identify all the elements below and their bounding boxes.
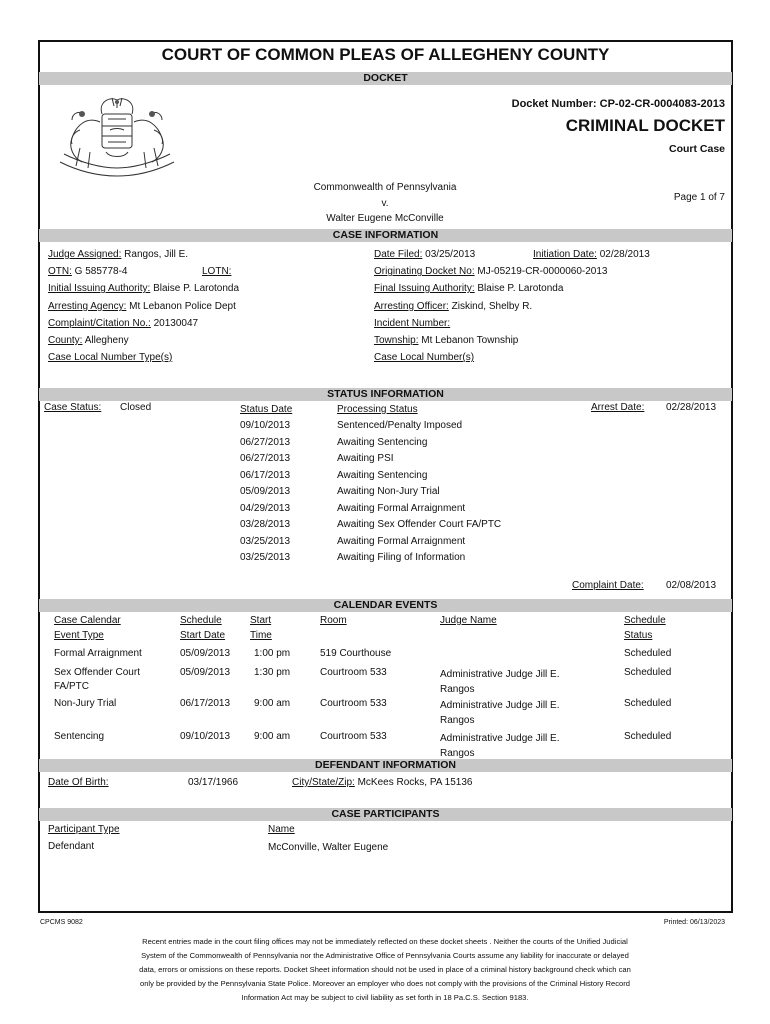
processing-status: Awaiting PSI (337, 453, 394, 464)
calendar-event-type: Non-Jury Trial (54, 698, 117, 709)
processing-status: Awaiting Formal Arraignment (337, 502, 466, 514)
participant-type: Defendant (48, 841, 95, 852)
calendar-header-status-2: Status (624, 630, 653, 641)
originating-docket-no: Originating Docket No: MJ-05219-CR-0000060-2013 (374, 266, 608, 277)
case-information-band: CASE INFORMATION (39, 229, 732, 242)
status-date: 06/27/2013 (240, 453, 291, 464)
calendar-header-event-type-1: Case Calendar (54, 615, 121, 626)
initial-issuing-authority: Initial Issuing Authority: Blaise P. Larotonda (48, 283, 240, 294)
processing-status: Awaiting Sex Offender Court FA/PTC (337, 519, 502, 530)
calendar-header-start-1: Start (250, 615, 272, 626)
processing-status: Awaiting Filing of Information (337, 552, 466, 563)
lotn-label: LOTN: (202, 266, 232, 277)
status-date: 06/27/2013 (240, 436, 291, 448)
participant-name-header: Name (268, 824, 295, 835)
case-local-numbers: Case Local Number(s) (374, 352, 475, 363)
calendar-start-time: 9:00 am (254, 698, 291, 709)
calendar-header-schedule-2: Start Date (180, 630, 226, 641)
calendar-start-time: 1:00 pm (254, 648, 291, 659)
status-information-band: STATUS INFORMATION (39, 388, 732, 401)
calendar-judge-name: Rangos (440, 684, 475, 695)
status-date: 03/28/2013 (240, 519, 291, 530)
calendar-start-date: 05/09/2013 (180, 667, 231, 678)
arresting-officer: Arresting Officer: Ziskind, Shelby R. (374, 301, 533, 312)
final-issuing-authority: Final Issuing Authority: Blaise P. Larotonda (374, 283, 564, 294)
calendar-judge-name: Administrative Judge Jill E. (440, 700, 560, 711)
participant-type-header: Participant Type (48, 824, 120, 835)
calendar-header-status-1: Schedule (624, 615, 666, 626)
status-date: 03/25/2013 (240, 552, 291, 563)
processing-status: Awaiting Sentencing (337, 469, 428, 481)
calendar-schedule-status: Scheduled (624, 698, 672, 709)
status-date-header: Status Date (240, 404, 293, 415)
calendar-schedule-status: Scheduled (624, 648, 672, 659)
calendar-header-start-2: Time (250, 630, 272, 641)
calendar-schedule-status: Scheduled (624, 667, 672, 678)
caption-line-1: Commonwealth of Pennsylvania (313, 182, 457, 193)
processing-status: Sentenced/Penalty Imposed (337, 420, 463, 431)
status-date: 04/29/2013 (240, 502, 291, 514)
calendar-judge-name: Rangos (440, 748, 475, 759)
calendar-start-time: 9:00 am (254, 731, 291, 742)
status-date: 06/17/2013 (240, 469, 291, 481)
disclaimer-line: Recent entries made in the court filing offices may not be immediately reflected on these docket sheets . Neither the courts of the Unified Judicial (142, 937, 628, 946)
case-status-value: Closed (120, 402, 152, 413)
docket-band: DOCKET (39, 72, 732, 85)
judge-assigned: Judge Assigned: Rangos, Jill E. (48, 249, 189, 260)
calendar-event-type: Formal Arraignment (54, 648, 142, 659)
defendant-information-band: DEFENDANT INFORMATION (39, 759, 732, 772)
calendar-room: Courtroom 533 (320, 731, 387, 742)
case-participants-band: CASE PARTICIPANTS (39, 808, 732, 821)
disclaimer-line: only be provided by the Pennsylvania State Police. Moreover an employer who does not comply with the provisions of the Criminal History Record (139, 979, 631, 988)
court-case-label: Court Case (668, 143, 725, 155)
calendar-start-time: 1:30 pm (254, 667, 291, 678)
calendar-header-event-type-2: Event Type (54, 630, 104, 641)
complaint-date-label: Complaint Date: (572, 580, 644, 591)
status-date: 09/10/2013 (240, 420, 291, 431)
calendar-event-type: Sex Offender Court (54, 667, 140, 678)
page-number: Page 1 of 7 (673, 192, 725, 203)
processing-status: Awaiting Non-Jury Trial (337, 486, 440, 497)
dob-value: 03/17/1966 (188, 777, 239, 788)
calendar-event-type: Sentencing (54, 731, 105, 742)
calendar-schedule-status: Scheduled (624, 731, 672, 742)
calendar-judge-name: Administrative Judge Jill E. (440, 669, 560, 680)
arrest-date-label: Arrest Date: (591, 402, 645, 413)
calendar-event-type: FA/PTC (54, 681, 90, 692)
status-date: 03/25/2013 (240, 535, 291, 547)
arrest-date-value: 02/28/2013 (666, 402, 717, 413)
calendar-judge-name: Rangos (440, 715, 475, 726)
dob-label: Date Of Birth: (48, 777, 109, 788)
disclaimer-line: Information Act may be subject to civil liability as set forth in 18 Pa.C.S. Section 9183. (241, 993, 529, 1002)
calendar-header-room: Room (320, 615, 347, 626)
form-id: CPCMS 9082 (40, 919, 83, 926)
calendar-judge-name: Administrative Judge Jill E. (440, 733, 560, 744)
calendar-header-schedule-1: Schedule (180, 615, 222, 626)
disclaimer (60, 935, 710, 1005)
initiation-date: Initiation Date: 02/28/2013 (533, 249, 650, 260)
docket-type: CRIMINAL DOCKET (565, 116, 725, 135)
pennsylvania-seal (50, 92, 184, 178)
caption-line-3: Walter Eugene McConville (326, 213, 444, 224)
status-date: 05/09/2013 (240, 486, 291, 497)
date-filed: Date Filed: 03/25/2013 (374, 249, 476, 260)
case-status-label: Case Status: (44, 402, 102, 413)
calendar-room: 519 Courthouse (320, 648, 392, 659)
calendar-start-date: 09/10/2013 (180, 731, 231, 742)
calendar-room: Courtroom 533 (320, 698, 387, 709)
processing-status: Awaiting Sentencing (337, 436, 428, 448)
county: County: Allegheny (48, 335, 129, 346)
calendar-start-date: 05/09/2013 (180, 648, 231, 659)
calendar-header-judge: Judge Name (440, 615, 497, 626)
otn: OTN: G 585778-4 (48, 266, 128, 277)
processing-status: Awaiting Formal Arraignment (337, 535, 466, 547)
caption-line-2: v. (381, 198, 389, 209)
disclaimer-line: data, errors or omissions on these reports. Docket Sheet information should not be used in place of a criminal history background check which can (139, 965, 631, 974)
case-local-number-types: Case Local Number Type(s) (48, 352, 173, 363)
incident-number: Incident Number: (374, 318, 451, 329)
participant-name: McConville, Walter Eugene (268, 842, 389, 853)
township: Township: Mt Lebanon Township (374, 335, 519, 346)
court-title: COURT OF COMMON PLEAS OF ALLEGHENY COUNTY (161, 45, 610, 64)
city-state-zip: City/State/Zip: McKees Rocks, PA 15136 (292, 777, 473, 788)
disclaimer-line: System of the Commonwealth of Pennsylvania nor the Administrative Office of Pennsylvania Courts assume any liability for inaccurate or delayed (141, 951, 629, 960)
printed-date: Printed: 06/13/2023 (663, 919, 725, 926)
arresting-agency: Arresting Agency: Mt Lebanon Police Dept (48, 301, 236, 312)
calendar-events-band: CALENDAR EVENTS (39, 599, 732, 612)
processing-status-header: Processing Status (337, 404, 418, 415)
calendar-start-date: 06/17/2013 (180, 698, 231, 709)
calendar-room: Courtroom 533 (320, 667, 387, 678)
complaint-date-value: 02/08/2013 (666, 580, 717, 591)
docket-number: Docket Number: CP-02-CR-0004083-2013 (511, 98, 725, 110)
complaint-citation-no: Complaint/Citation No.: 20130047 (48, 318, 199, 329)
